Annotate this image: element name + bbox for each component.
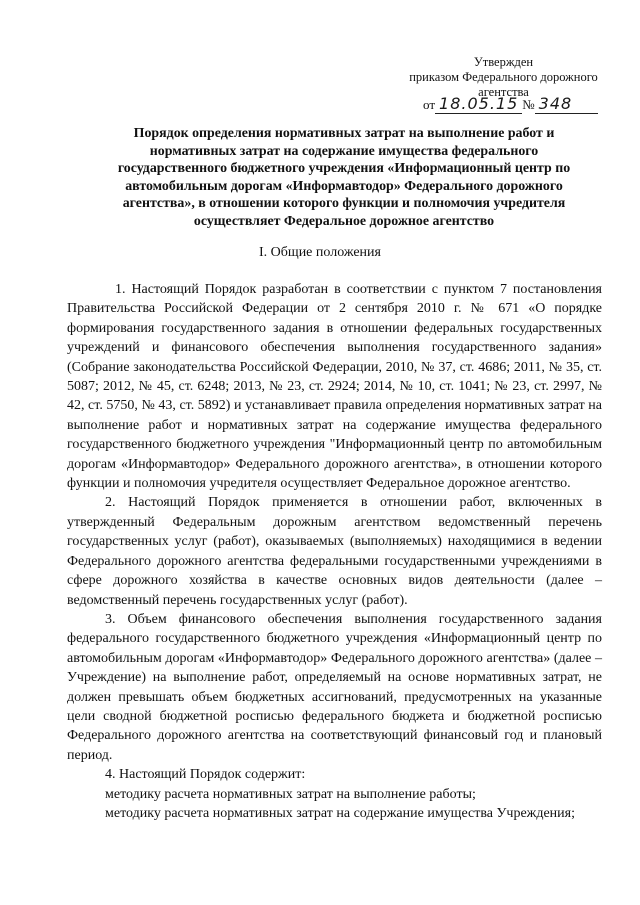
approval-line-2: приказом Федерального дорожного [409, 70, 598, 84]
paragraph-4-item-1: методику расчета нормативных затрат на выполнение работы; [105, 786, 476, 802]
title-line-1: Порядок определения нормативных затрат на выполнение работ и [133, 126, 555, 141]
approval-line-1: Утвержден [473, 55, 534, 69]
title-line-3: государственного бюджетного учреждения «Информационный центр по [117, 161, 571, 177]
paragraph-4-item-2: методику расчета нормативных затрат на содержание имущества Учреждения; [105, 805, 575, 821]
title-line-2: нормативных затрат на содержание имущества федерального [149, 143, 539, 159]
number-prefix: № [522, 97, 535, 112]
approval-line-3: агентства [478, 85, 529, 99]
title-line-4: автомобильным дорогам «Информавтодор» Федерального дорожного [125, 178, 563, 194]
date-handwritten: 18.05.15 [439, 94, 519, 113]
document-title [74, 125, 614, 231]
paragraph-3: 3. Объем финансового обеспечения выполнения государственного задания федерального государственного бюджетного учреждения «Информационный центр по автомобильным дорогам «Информавтодор» Федерального дорожного агентства» (далее – Учреждение) на выполнение работ, определяемый на основе нормативных затрат, не должен превышать объем бюджетных ассигнований, предусмотренных на указанные цели сводной бюджетной росписью федерального бюджета и бюджетной росписью Федерального дорожного агентства на соответствующий финансовый год и плановый период. [67, 611, 602, 763]
paragraph-2: 2. Настоящий Порядок применяется в отношении работ, включенных в утвержденный Федеральным дорожным агентством ведомственный перечень государственных услуг (работ), оказываемых (выполняемых) находящимися в ведении Федерального дорожного агентства федеральными государственными учреждениями в сфере дорожного хозяйства в качестве основных видов деятельности (далее – ведомственный перечень государственных услуг (работ). [67, 495, 602, 608]
title-line-6: осуществляет Федеральное дорожное агентство [193, 213, 495, 229]
date-prefix: от [423, 97, 436, 112]
approval-date-line [423, 94, 598, 114]
section-heading: I. Общие положения [259, 245, 381, 260]
title-line-5: агентства», в отношении которого функции и полномочия учредителя [122, 196, 566, 212]
paragraph-4: 4. Настоящий Порядок содержит: [105, 767, 306, 783]
document-body [67, 280, 602, 823]
paragraph-1: 1. Настоящий Порядок разработан в соответствии с пунктом 7 постановления Правительства Российской Федерации от 2 сентября 2010 г. № 671 «О порядке формирования государственного задания в отношении федеральных государственных учреждений и финансового обеспечения выполнения государственного задания» (Собрание законодательства Российской Федерации, 2010, № 37, ст. 4686; 2011, № 35, ст. 5087; 2012, № 45, ст. 6248; 2013, № 23, ст. 2924; 2014, № 10, ст. 1041; № 23, ст. 2997, № 42, ст. 5750, № 43, ст. 5892) и устанавливает правила определения нормативных затрат на выполнение работ и нормативных затрат на содержание имущества федерального государственного бюджетного учреждения "Информационный центр по автомобильным дорогам «Информавтодор» Федерального дорожного агентства», в отношении которого функции и полномочия учредителя осуществляет Федеральное дорожное агентство. [67, 282, 602, 492]
number-handwritten: 348 [538, 94, 573, 113]
